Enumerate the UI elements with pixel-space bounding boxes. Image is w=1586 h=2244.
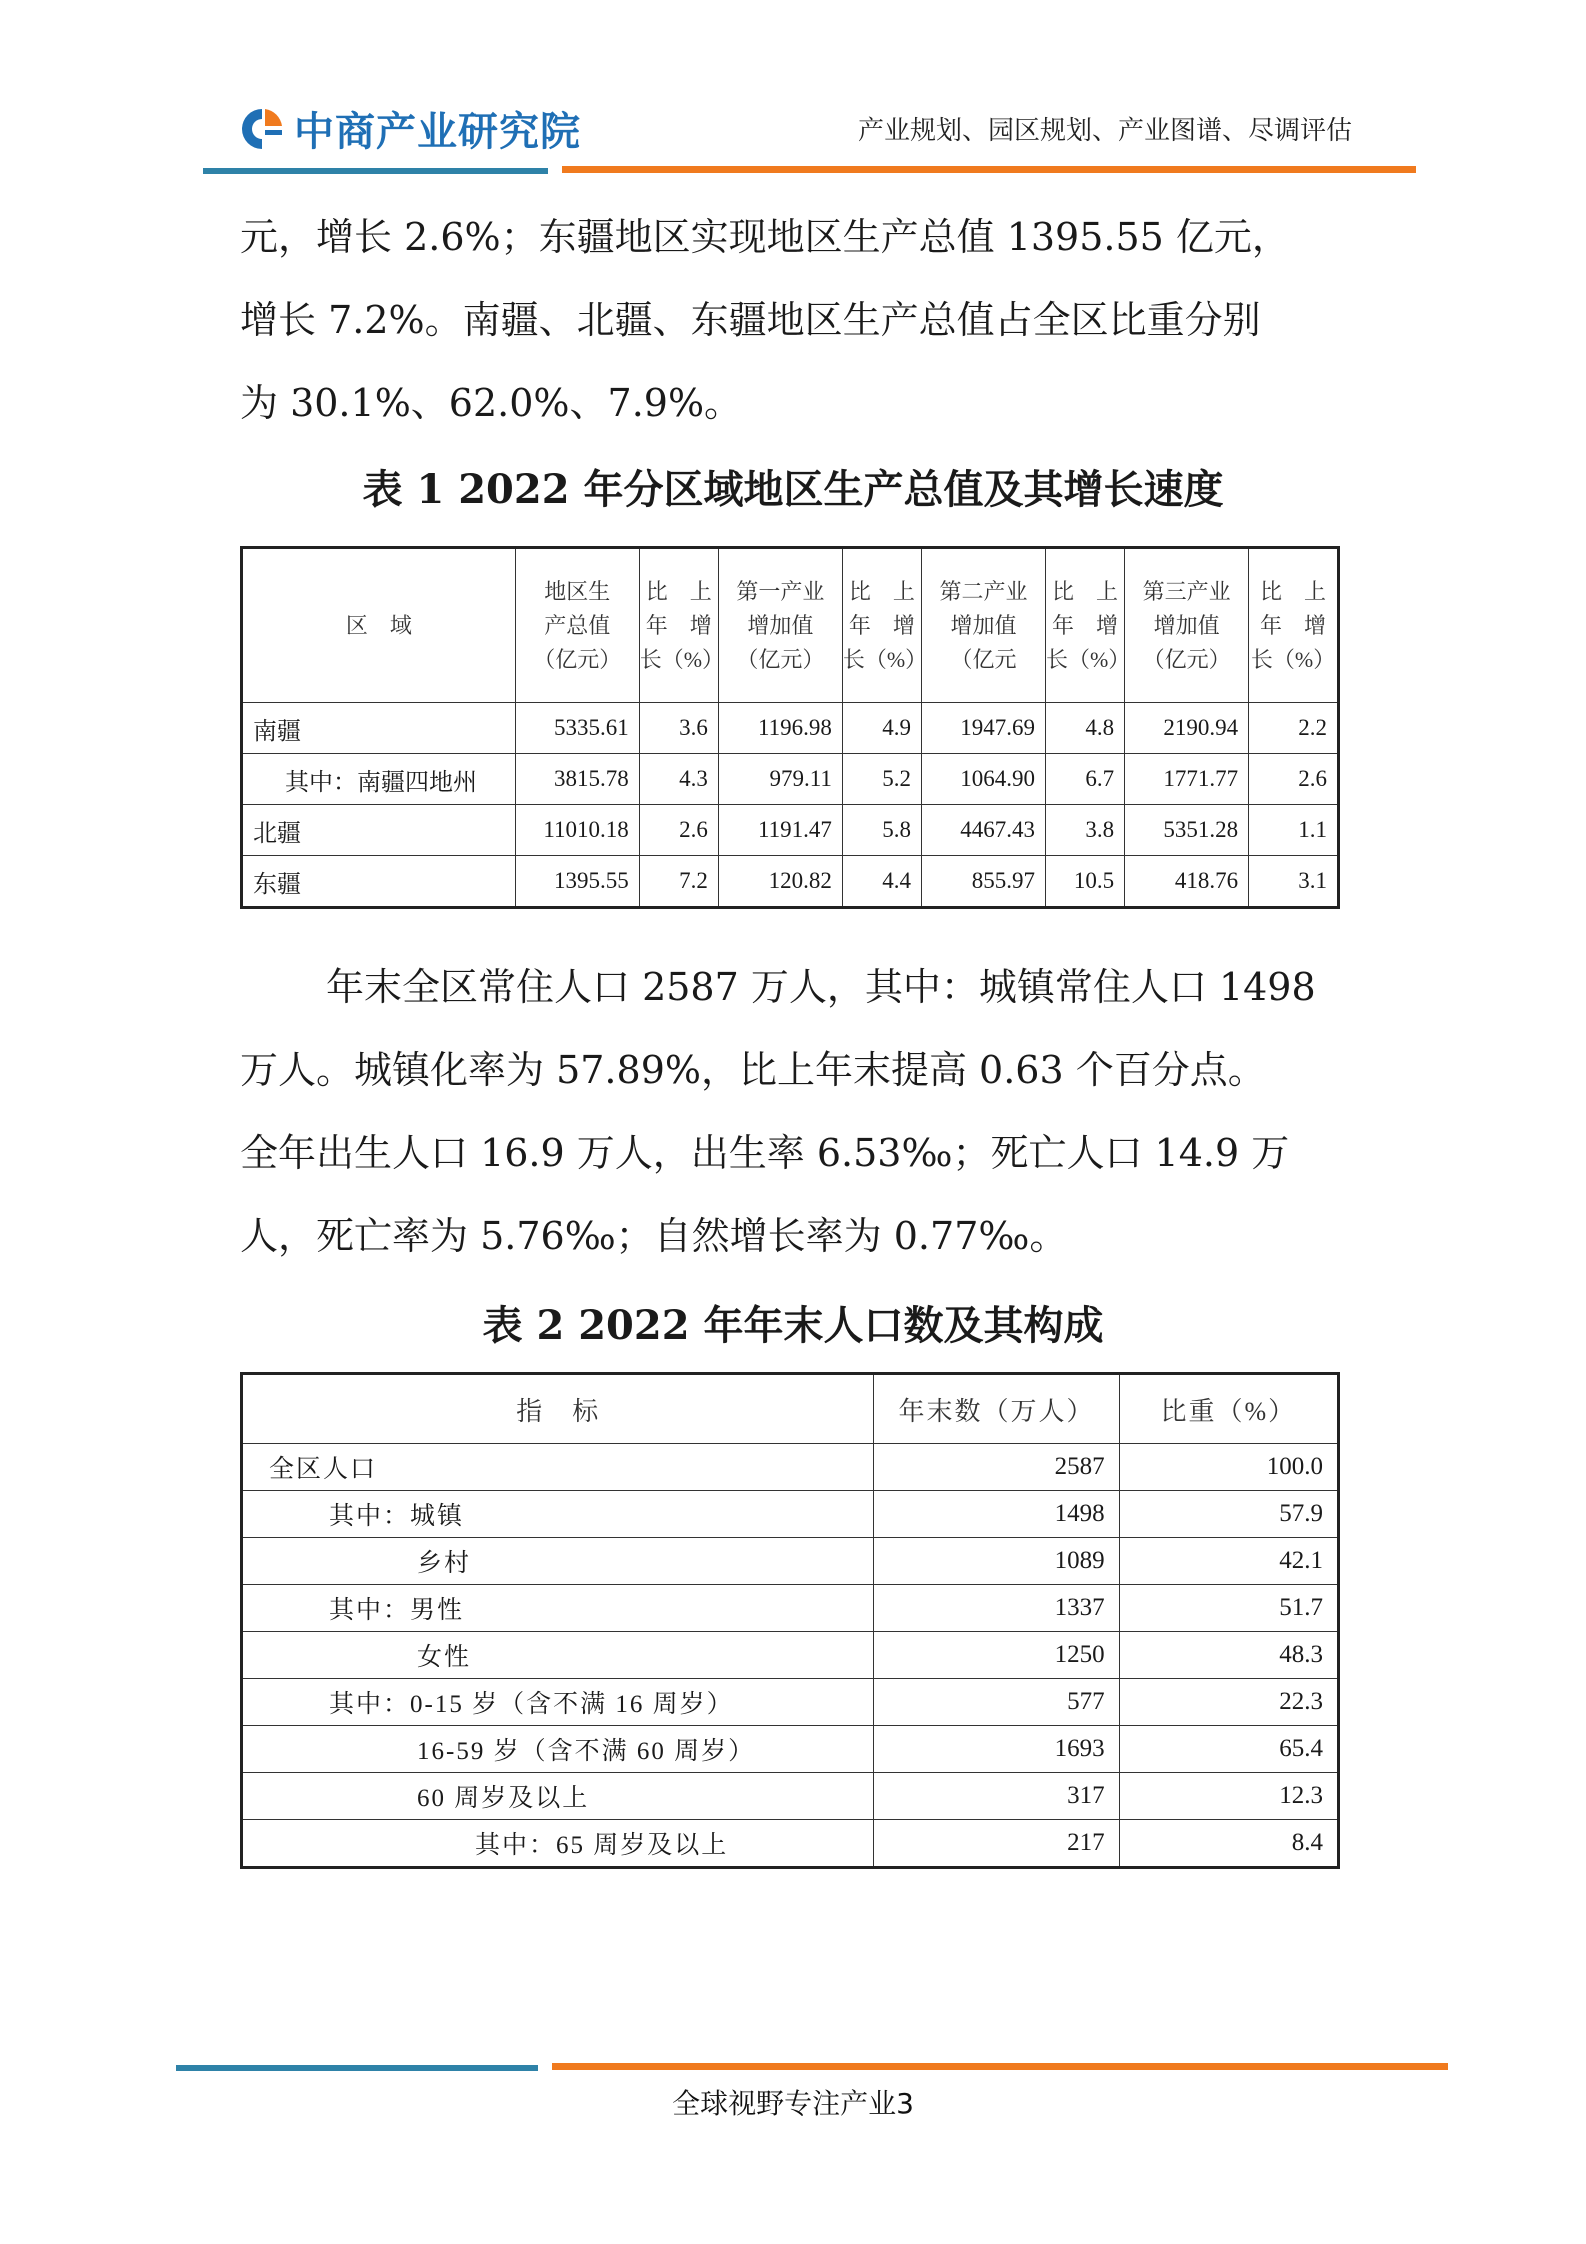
table-row: [242, 1820, 1339, 1868]
region-name: 其中：南疆四地州: [242, 754, 516, 805]
table-row: [242, 1444, 1339, 1491]
table-cell: 5.2: [842, 754, 921, 805]
table-row: [242, 1585, 1339, 1632]
table-cell: 5335.61: [515, 703, 639, 754]
table-cell: 3815.78: [515, 754, 639, 805]
header-indicator: 指 标: [242, 1374, 874, 1444]
table-cell: 7.2: [639, 856, 718, 908]
row-count: 1250: [874, 1632, 1119, 1679]
population-table: [240, 1372, 1340, 1869]
region-name: 北疆: [242, 805, 516, 856]
table1-caption: 表 1 2022 年分区域地区生产总值及其增长速度: [362, 466, 1224, 513]
table-cell: 1771.77: [1125, 754, 1249, 805]
footer-text: 全球视野专注产业3: [672, 2087, 914, 2120]
table-row: [242, 1538, 1339, 1585]
table-cell: 11010.18: [515, 805, 639, 856]
row-label: 乡村: [242, 1538, 874, 1585]
table-row: [242, 805, 1339, 856]
row-label: 其中：男性: [242, 1585, 874, 1632]
table-cell: 4.3: [639, 754, 718, 805]
page-header: [0, 0, 1586, 180]
table2-caption: 表 2 2022 年年末人口数及其构成: [482, 1302, 1104, 1349]
table-cell: 1191.47: [718, 805, 842, 856]
paragraph-line: 人，死亡率为 5.76‰；自然增长率为 0.77‰。: [240, 1214, 1068, 1258]
table-cell: 855.97: [921, 856, 1045, 908]
header-tertiary-growth: 比 上 年 增 长（%）: [1249, 548, 1339, 703]
row-count: 217: [874, 1820, 1119, 1868]
row-share: 22.3: [1119, 1679, 1338, 1726]
row-count: 1337: [874, 1585, 1119, 1632]
footer-divider-blue: [176, 2065, 538, 2071]
table-cell: 1064.90: [921, 754, 1045, 805]
header-secondary-growth: 比 上 年 增 长（%）: [1045, 548, 1124, 703]
row-count: 1693: [874, 1726, 1119, 1773]
table-cell: 6.7: [1045, 754, 1124, 805]
row-label: 全区人口: [242, 1444, 874, 1491]
table-cell: 5351.28: [1125, 805, 1249, 856]
table-cell: 4467.43: [921, 805, 1045, 856]
row-label: 其中：0-15 岁（含不满 16 周岁）: [242, 1679, 874, 1726]
table-cell: 2.6: [639, 805, 718, 856]
row-share: 42.1: [1119, 1538, 1338, 1585]
header-tertiary: 第三产业 增加值 （亿元）: [1125, 548, 1249, 703]
row-count: 1089: [874, 1538, 1119, 1585]
paragraph-1: [240, 196, 1350, 445]
table-cell: 3.8: [1045, 805, 1124, 856]
header-tagline: 产业规划、园区规划、产业图谱、尽调评估: [857, 116, 1352, 146]
table-cell: 1947.69: [921, 703, 1045, 754]
footer-divider-orange: [552, 2063, 1448, 2070]
table-cell: 1.1: [1249, 805, 1339, 856]
table-cell: 1395.55: [515, 856, 639, 908]
table-cell: 120.82: [718, 856, 842, 908]
table-cell: 4.4: [842, 856, 921, 908]
regional-gdp-table: [240, 546, 1340, 909]
region-name: 东疆: [242, 856, 516, 908]
table-cell: 2190.94: [1125, 703, 1249, 754]
header-divider-blue: [203, 168, 548, 174]
row-share: 65.4: [1119, 1726, 1338, 1773]
row-share: 57.9: [1119, 1491, 1338, 1538]
table-row: [242, 1491, 1339, 1538]
header-share: 比重（%）: [1119, 1374, 1338, 1444]
paragraph-2: [240, 946, 1350, 1278]
header-region: 区 域: [242, 548, 516, 703]
row-count: 317: [874, 1773, 1119, 1820]
logo: [238, 100, 581, 157]
row-share: 8.4: [1119, 1820, 1338, 1868]
header-count: 年末数（万人）: [874, 1374, 1119, 1444]
paragraph-line: 年末全区常住人口 2587 万人，其中：城镇常住人口 1498: [326, 965, 1316, 1009]
table-cell: 2.6: [1249, 754, 1339, 805]
table-cell: 3.1: [1249, 856, 1339, 908]
row-count: 2587: [874, 1444, 1119, 1491]
paragraph-line: 万人。城镇化率为 57.89%，比上年末提高 0.63 个百分点。: [240, 1048, 1266, 1092]
table-row: [242, 1773, 1339, 1820]
row-share: 51.7: [1119, 1585, 1338, 1632]
row-share: 48.3: [1119, 1632, 1338, 1679]
table-cell: 418.76: [1125, 856, 1249, 908]
row-share: 12.3: [1119, 1773, 1338, 1820]
table-cell: 5.8: [842, 805, 921, 856]
table-row: [242, 1632, 1339, 1679]
row-label: 女性: [242, 1632, 874, 1679]
header-gdp-growth: 比 上 年 增 长（%）: [639, 548, 718, 703]
header-gdp: 地区生 产总值 （亿元）: [515, 548, 639, 703]
row-share: 100.0: [1119, 1444, 1338, 1491]
table-cell: 3.6: [639, 703, 718, 754]
row-label: 16-59 岁（含不满 60 周岁）: [242, 1726, 874, 1773]
table-cell: 4.8: [1045, 703, 1124, 754]
region-name: 南疆: [242, 703, 516, 754]
table-cell: 4.9: [842, 703, 921, 754]
paragraph-line: 全年出生人口 16.9 万人，出生率 6.53‰；死亡人口 14.9 万: [240, 1131, 1290, 1175]
logo-text: 中商产业研究院: [294, 109, 581, 155]
table-row: [242, 1726, 1339, 1773]
header-primary: 第一产业 增加值 （亿元）: [718, 548, 842, 703]
row-label: 其中：65 周岁及以上: [242, 1820, 874, 1868]
table-cell: 979.11: [718, 754, 842, 805]
paragraph-line: 增长 7.2%。南疆、北疆、东疆地区生产总值占全区比重分别: [240, 298, 1261, 342]
paragraph-line: 元，增长 2.6%；东疆地区实现地区生产总值 1395.55 亿元，: [240, 215, 1290, 259]
table-row: [242, 856, 1339, 908]
header-primary-growth: 比 上 年 增 长（%）: [842, 548, 921, 703]
logo-icon: [238, 105, 286, 153]
table-row: [242, 1679, 1339, 1726]
table-row: [242, 703, 1339, 754]
row-label: 其中：城镇: [242, 1491, 874, 1538]
paragraph-line: 为 30.1%、62.0%、7.9%。: [240, 381, 743, 425]
row-label: 60 周岁及以上: [242, 1773, 874, 1820]
table-cell: 2.2: [1249, 703, 1339, 754]
row-count: 1498: [874, 1491, 1119, 1538]
table-row: [242, 754, 1339, 805]
table-cell: 10.5: [1045, 856, 1124, 908]
row-count: 577: [874, 1679, 1119, 1726]
header-divider-orange: [562, 166, 1416, 173]
header-secondary: 第二产业 增加值 （亿元: [921, 548, 1045, 703]
table-cell: 1196.98: [718, 703, 842, 754]
